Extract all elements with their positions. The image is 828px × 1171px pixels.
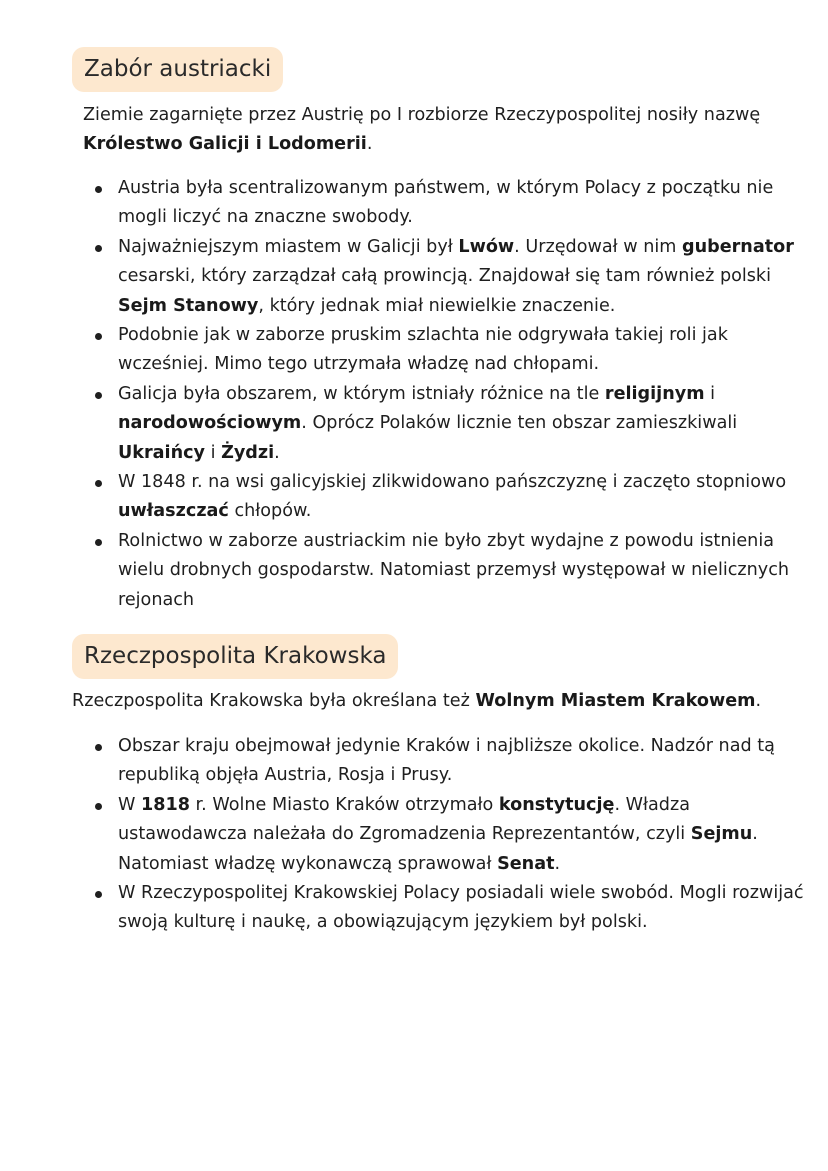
- bold-term: konstytucję: [498, 794, 615, 815]
- bold-term: uwłaszczać: [118, 501, 229, 522]
- intro-text-end: .: [366, 134, 373, 154]
- list-item: [118, 791, 818, 879]
- list-item-text: . Władza ustawodawcza należała do Zgromadzenia Reprezentantów, czyli: [118, 794, 691, 845]
- bold-term: Ukraińcy: [118, 442, 205, 463]
- list-item-text: Rolnictwo w zaborze austriackim nie było zbyt wydajne z powodu istnienia wielu drobnych gospodarstw. Natomiast przemysł występował w nielicznych rejonach: [118, 530, 790, 610]
- section-intro: [83, 101, 783, 159]
- bullet-list: [118, 174, 818, 615]
- section-heading: Zabór austriacki: [72, 47, 283, 92]
- list-item-text: Najważniejszym miastem w Galicji był: [118, 236, 459, 257]
- intro-text-end: .: [755, 691, 762, 711]
- bold-term: 1818: [141, 794, 190, 815]
- list-item-text: , który jednak miał niewielkie znaczenie.: [258, 295, 616, 316]
- intro-bold: Wolnym Miastem Krakowem: [475, 691, 756, 711]
- list-item-text: chłopów.: [228, 501, 312, 522]
- bullet-list: [118, 732, 818, 938]
- list-item-text: . Natomiast władzę wykonawczą sprawował: [118, 824, 758, 874]
- list-item-text: W 1848 r. na wsi galicyjskiej zlikwidowano pańszczyznę i zaczęto stopniowo: [118, 472, 787, 493]
- bold-term: gubernator: [681, 236, 794, 257]
- list-item-text: .: [554, 853, 561, 874]
- bold-term: Sejm Stanowy: [118, 295, 259, 316]
- list-item-text: i: [205, 442, 222, 463]
- list-item-text: .: [274, 442, 280, 463]
- bold-term: religijnym: [604, 383, 705, 404]
- list-item-text: Austria była scentralizowanym państwem, w którym Polacy z początku nie mogli liczyć na znaczne swobody.: [118, 178, 774, 228]
- list-item-text: i: [704, 383, 716, 404]
- bold-term: Sejmu: [690, 824, 753, 845]
- list-item-text: . Oprócz Polaków licznie ten obszar zamieszkiwali: [301, 413, 738, 434]
- list-item: [118, 233, 818, 321]
- intro-text: Rzeczpospolita Krakowska była określana też: [72, 691, 476, 711]
- list-item: [118, 879, 818, 938]
- list-item: [118, 732, 818, 791]
- section-heading: Rzeczpospolita Krakowska: [72, 634, 398, 679]
- list-item-text: Galicja była obszarem, w którym istniały różnice na tle: [118, 383, 605, 404]
- list-item-text: Obszar kraju obejmował jedynie Kraków i najbliższe okolice. Nadzór nad tą republiką objęła Austria, Rosja i Prusy.: [118, 736, 775, 786]
- list-item-text: W: [118, 794, 141, 815]
- bold-term: Senat: [497, 853, 555, 874]
- list-item-text: W Rzeczypospolitej Krakowskiej Polacy posiadali wiele swobód. Mogli rozwijać swoją kulturę i naukę, a obowiązującym językiem był polski.: [118, 883, 804, 933]
- intro-bold: Królestwo Galicji i Lodomerii: [83, 134, 367, 154]
- list-item-text: cesarski, który zarządzał całą prowincją. Znajdował się tam również polski: [118, 266, 772, 287]
- section-intro: [72, 687, 828, 716]
- list-item: [118, 527, 818, 615]
- bold-term: narodowościowym: [118, 413, 302, 434]
- list-item-text: r. Wolne Miasto Kraków otrzymało: [189, 794, 499, 815]
- list-item-text: . Urzędował w nim: [514, 236, 682, 257]
- bold-term: Lwów: [458, 236, 515, 257]
- list-item: [118, 380, 818, 468]
- list-item: [118, 321, 818, 380]
- list-item: [118, 468, 818, 527]
- intro-text: Ziemie zagarnięte przez Austrię po I rozbiorze Rzeczypospolitej nosiły nazwę: [83, 105, 761, 125]
- list-item: [118, 174, 818, 233]
- bold-term: Żydzi: [221, 442, 275, 463]
- list-item-text: Podobnie jak w zaborze pruskim szlachta nie odgrywała takiej roli jak wcześniej. Mimo tego utrzymała władzę nad chłopami.: [118, 325, 728, 375]
